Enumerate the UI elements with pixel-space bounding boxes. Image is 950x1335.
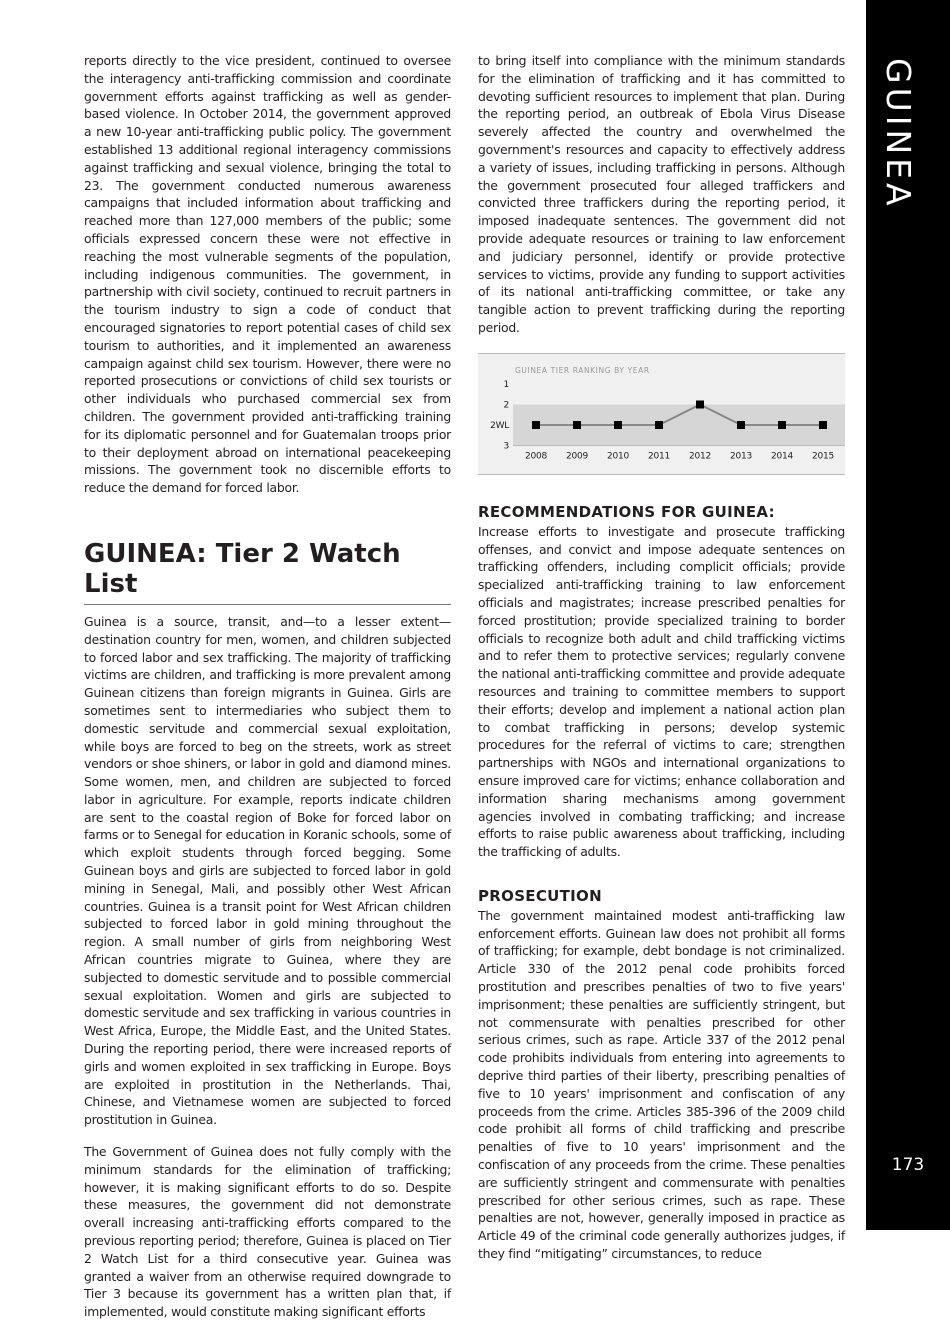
government-assessment-continued: to bring itself into compliance with the minimum standards for the elimination of trafficking and it has committed to devoting sufficient resources to implement that plan. During the reporting period, an outbreak of Ebola Virus Disease severely affected the country and overwhelmed the government's resources and capacity to effectively address a variety of issues, including trafficking in persons. Although the government prosecuted four alleged traffickers and convicted three traffickers during the reporting period, it imposed inadequate sentences. The government did not provide adequate resources or training to law enforcement and judiciary personnel, identify or provide protective services to victims, provide any funding to support activities of its national anti-trafficking committee, or take any tangible action to prevent trafficking during the reporting period.: [478, 53, 845, 335]
data-point-marker: [532, 421, 540, 429]
right-column: [478, 52, 845, 1277]
x-tick-label: 2012: [689, 451, 711, 462]
x-tick-label: 2015: [812, 451, 834, 462]
country-overview-paragraph: Guinea is a source, transit, and—to a lesser extent—destination country for men, women, and children subjected to forced labor and sex trafficking. The majority of trafficking victims are children, and trafficking is more prevalent among Guinean citizens than foreign migrants in Guinea. Girls are sometimes sent to intermediaries who subject them to domestic servitude and commercial sexual exploitation, while boys are forced to beg on the streets, work as street vendors or shoe shiners, or labor in gold and diamond mines. Some women, men, and children are subjected to forced labor in agriculture. For example, reports indicate children are sent to the coastal region of Boke for forced labor on farms or to Senegal for education in Koranic schools, some of which exploit students through forced begging. Some Guinean boys and girls are subjected to forced labor in gold mining in Senegal, Mali, and possibly other West African countries. Guinea is a transit point for West African children subjected to forced labor in gold mining throughout the region. A small number of girls from neighboring West African countries migrate to Guinea, where they are subjected to domestic servitude and to possible commercial sexual exploitation. Women and girls are subjected to domestic servitude and sex trafficking in various countries in West Africa, Europe, the Middle East, and the United States. During the reporting period, there were increased reports of girls and women exploited in sex trafficking in Europe. Boys are exploited in prostitution in the Netherlands. Thai, Chinese, and Vietnamese women are subjected to forced prostitution in Guinea.: [84, 613, 451, 1128]
data-point-marker: [696, 400, 704, 408]
recommendations-text: Increase efforts to investigate and prosecute trafficking offenses, and convict and impose adequate sentences on trafficking offenders, including complicit officials; provide specialized anti-trafficking training to law enforcement officials and magistrates; increase prescribed penalties for forced prostitution; provide specialized training to border officials to recognize both adult and child trafficking victims and to refer them to protective services; regularly convene the national anti-trafficking committee and provide adequate resources and training to committee members to support their efforts; develop and implement a national action plan to combat trafficking in persons; develop systemic procedures for the referral of victims to care; strengthen partnerships with NGOs and international organizations to ensure improved care for victims; enhance collaboration and information sharing mechanisms among government agencies involved in combating trafficking; and increase efforts to raise public awareness about trafficking, including the trafficking of adults.: [478, 523, 845, 860]
country-tier-title: GUINEA: Tier 2 Watch List: [84, 539, 451, 605]
tier-chart-svg: [478, 354, 845, 474]
prosecution-text: The government maintained modest anti-trafficking law enforcement efforts. Guinean law does not prohibit all forms of trafficking; for example, debt bondage is not criminalized. Article 330 of the 2012 penal code prohibits forced prostitution and prescribes penalties of two to five years' imprisonment; these penalties are sufficiently stringent, but not commensurate with penalties prescribed for other serious crimes, such as rape. Article 337 of the 2012 penal code prohibits individuals from entering into agreements to deprive third parties of their liberty, prescribing penalties of five to 10 years' imprisonment and confiscation of any proceeds from the crime. Articles 385-396 of the 2009 child code prohibit all forms of child trafficking and prescribe penalties of five to 10 years' imprisonment and the confiscation of any proceeds from the crime. These penalties are sufficiently stringent and commensurate with penalties prescribed for other serious crimes, such as rape. These penalties are not, however, generally imposed in practice as Article 49 of the criminal code generally authorizes judges, if they find “mitigating” circumstances, to reduce: [478, 907, 845, 1262]
tier-ranking-chart: [478, 353, 845, 475]
y-tick-label: 2WL: [490, 420, 509, 431]
y-tick-label: 1: [503, 379, 509, 390]
y-tick-label: 3: [503, 441, 509, 452]
data-point-marker: [778, 421, 786, 429]
x-tick-label: 2014: [771, 451, 793, 462]
government-assessment-paragraph: The Government of Guinea does not fully comply with the minimum standards for the elimination of trafficking; however, it is making significant efforts to do so. Despite these measures, the government did not demonstrate overall increasing anti-trafficking efforts compared to the previous reporting period; therefore, Guinea is placed on Tier 2 Watch List for a third consecutive year. Guinea was granted a waiver from an otherwise required downgrade to Tier 3 because its government has a written plan that, if implemented, would constitute making significant efforts: [84, 1144, 451, 1320]
y-tick-label: 2: [503, 400, 509, 411]
sidebar-country-title: GUINEA: [879, 58, 918, 210]
page-number: 173: [891, 1155, 925, 1175]
data-point-marker: [655, 421, 663, 429]
data-point-marker: [573, 421, 581, 429]
recommendations-heading: RECOMMENDATIONS FOR GUINEA:: [478, 502, 775, 521]
data-point-marker: [737, 421, 745, 429]
x-tick-label: 2013: [730, 451, 752, 462]
x-tick-label: 2008: [525, 451, 547, 462]
chart-title: GUINEA TIER RANKING BY YEAR: [515, 365, 650, 375]
country-sidebar: [866, 0, 950, 1230]
x-tick-label: 2010: [607, 451, 629, 462]
x-tick-label: 2011: [648, 451, 670, 462]
x-tick-label: 2009: [566, 451, 588, 462]
data-point-marker: [819, 421, 827, 429]
data-point-marker: [614, 421, 622, 429]
left-column: [84, 52, 451, 1335]
prosecution-heading: PROSECUTION: [478, 886, 602, 905]
intro-paragraph: reports directly to the vice president, continued to oversee the interagency anti-trafficking commission and coordinate government efforts against trafficking as well as gender-based violence. In October 2014, the government approved a new 10-year anti-trafficking public policy. The government established 13 additional regional interagency commissions against trafficking and sexual violence, bringing the total to 23. The government conducted numerous awareness campaigns that included information about trafficking and reached more than 127,000 members of the public; some officials expressed concern these were not effective in reaching the most vulnerable segments of the population, including indigenous communities. The government, in partnership with civil society, continued to recruit partners in the tourism industry to sign a code of conduct that encouraged signatories to report potential cases of child sex tourism to authorities, and it implemented an awareness campaign against child sex tourism. However, there were no reported prosecutions or convictions of child sex tourists or other individuals who purchased commercial sex from children. The government provided anti-trafficking training for its diplomatic personnel and for Guatemalan troops prior to their deployment abroad on international peacekeeping missions. The government took no discernible efforts to reduce the demand for forced labor.: [84, 53, 451, 496]
